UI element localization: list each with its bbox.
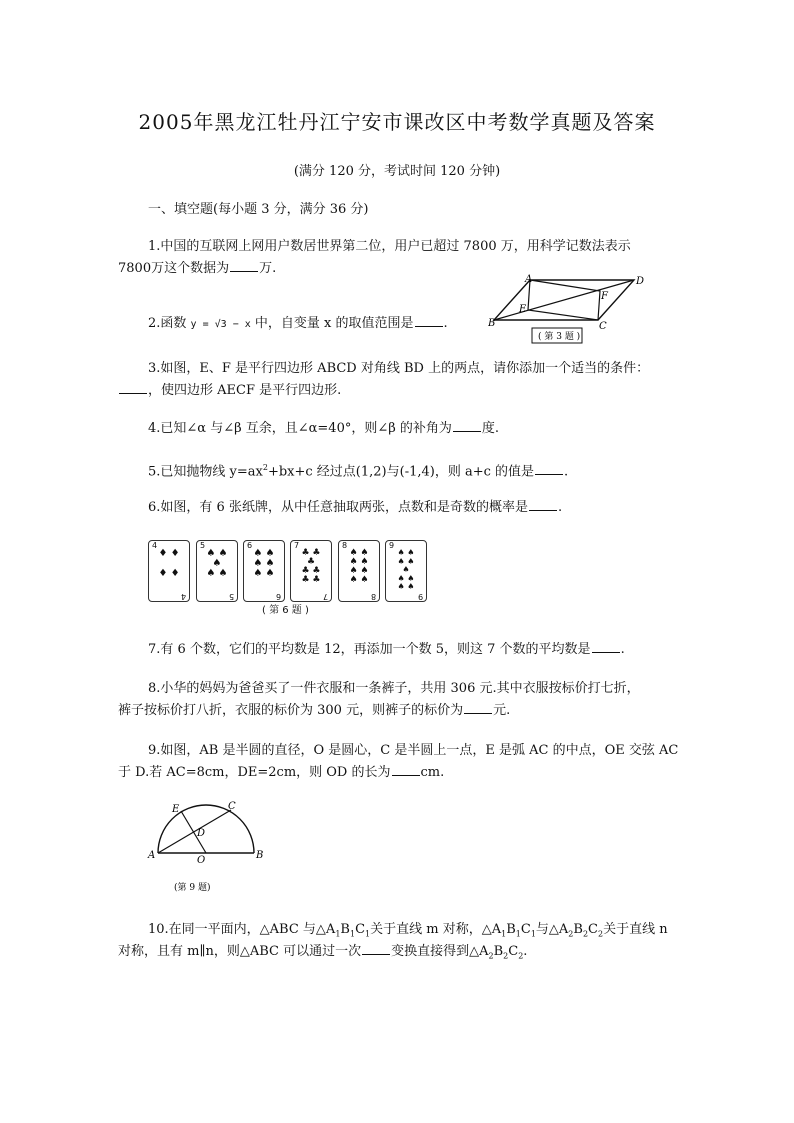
q2-prefix: 2.函数 (148, 316, 187, 331)
q8-text: 裤子按标价打八折，衣服的标价为 300 元，则裤子的标价为 (118, 703, 464, 718)
figure-6-caption: ( 第 6 题 ) (262, 605, 309, 616)
exam-info: (满分 120 分，考试时间 120 分钟) (293, 164, 501, 179)
playing-card-5-spades (196, 540, 238, 602)
subscript: 2 (568, 929, 574, 939)
q2-suffix: 中，自变量 x 的取值范围是 (254, 316, 414, 331)
question-5 (148, 458, 568, 481)
q1-end: 万. (259, 261, 277, 276)
q8-end: 元. (493, 703, 511, 718)
question-1-line-2 (118, 259, 276, 278)
label-f: F (601, 291, 608, 302)
q5-exponent: 2 (262, 463, 268, 472)
answer-blank (415, 314, 443, 327)
q4-text: 4.已知∠α 与∠β 互余，且∠α=40°，则∠β 的补角为 (148, 421, 452, 436)
question-2 (148, 314, 448, 334)
label-o: O (197, 855, 206, 866)
q5-text-b: +bx+c 经过点(1,2)与(-1,4)，则 a+c 的值是 (267, 464, 535, 480)
q10-text: 关于直线 n (603, 922, 668, 937)
playing-card-8-spades (338, 540, 380, 602)
answer-blank (592, 640, 620, 653)
card-pips: ♠ ♠ ♠ ♠ ♠ (206, 548, 228, 579)
subscript: 2 (503, 951, 509, 961)
card-rank-bottom: 5 (228, 592, 234, 601)
subscript: 2 (598, 929, 604, 939)
question-8-line-1: 8.小华的妈妈为爸爸买了一件衣服和一条裤子，共用 306 元.其中衣服按标价打七折， (148, 681, 640, 696)
card-rank: 5 (200, 541, 206, 550)
q10-text: 对称，且有 m∥n，则△ABC 可以通过一次 (118, 944, 362, 959)
card-rank: 6 (247, 541, 253, 550)
q5-end: . (564, 464, 569, 480)
answer-blank (230, 259, 258, 272)
q10-text: C (355, 922, 366, 937)
label-a: A (148, 850, 156, 861)
subscript: 1 (335, 929, 341, 939)
question-3-line-2 (118, 381, 341, 400)
q10-text: . (523, 944, 528, 959)
label-a: A (525, 274, 533, 285)
page-title: 2005年黑龙江牡丹江宁安市课改区中考数学真题及答案 (138, 110, 656, 134)
label-c: C (228, 801, 236, 812)
card-rank: 8 (342, 541, 348, 550)
label-e: E (519, 304, 527, 315)
card-pips: ♠ ♠ ♠ ♠ ♠ ♠ ♠ ♠ ♠ (397, 548, 415, 591)
answer-blank (529, 498, 557, 511)
answer-blank (362, 942, 390, 955)
answer-blank (535, 462, 563, 475)
question-4 (148, 419, 499, 438)
label-b: B (488, 318, 496, 329)
q5-text-a: 5.已知抛物线 y=ax (148, 464, 263, 480)
card-rank: 4 (152, 541, 158, 550)
answer-blank (119, 381, 147, 394)
diagonal-bd (494, 280, 634, 320)
q9-text: 于 D.若 AC=8cm，DE=2cm，则 OD 的长为 (118, 765, 391, 780)
subscript: 1 (515, 929, 521, 939)
playing-card-4-diamonds (148, 540, 190, 602)
q3-text: ，使四边形 AECF 是平行四边形. (148, 383, 342, 398)
card-rank: 7 (294, 541, 300, 550)
q10-text: 变换直接得到△A (391, 944, 489, 959)
q7-end: . (620, 642, 625, 657)
card-pips: ♠ ♠ ♠ ♠ ♠ ♠ (253, 548, 275, 579)
subscript: 1 (349, 929, 356, 939)
question-3-line-1: 3.如图，E、F 是平行四边形 ABCD 对角线 BD 上的两点，请你添加一个适当的条件： (148, 361, 650, 376)
q10-text: B (506, 922, 516, 937)
q2-formula: y = √3 − x (190, 319, 251, 330)
label-b: B (256, 850, 264, 861)
answer-blank (453, 419, 481, 432)
question-8-line-2 (118, 701, 510, 720)
chord-ac (158, 810, 231, 853)
playing-card-9-spades (385, 540, 427, 602)
label-d: D (636, 276, 645, 287)
answer-blank (392, 763, 420, 776)
playing-card-6-spades (243, 540, 285, 602)
q10-text: 10.在同一平面内，△ABC 与△A (148, 922, 336, 937)
q10-text: 关于直线 m 对称，△A (370, 922, 502, 937)
question-7 (148, 640, 625, 659)
q6-end: . (557, 500, 563, 515)
subscript: 2 (518, 951, 524, 961)
card-rank-bottom: 8 (370, 592, 376, 601)
subscript: 1 (501, 929, 507, 939)
label-d: D (197, 828, 206, 839)
q6-text: 6.如图，有 6 张纸牌，从中任意抽取两张，点数和是奇数的概率是 (148, 500, 528, 515)
section-heading: 一、填空题(每小题 3 分，满分 36 分) (148, 202, 369, 217)
q10-text: C (508, 944, 519, 959)
q4-end: 度. (481, 421, 500, 436)
figure-3-parallelogram (488, 272, 648, 346)
question-10-line-2 (118, 942, 527, 966)
question-10-line-1 (148, 920, 668, 944)
subscript: 2 (488, 951, 494, 961)
card-pips: ♣ ♣ ♣ ♣ ♣ ♣ ♣ (301, 548, 321, 585)
q7-text: 7.有 6 个数，它们的平均数是 12，再添加一个数 5，则这 7 个数的平均数是 (148, 642, 591, 657)
q2-end: . (443, 316, 448, 331)
label-e: E (172, 804, 180, 815)
q10-text: C (520, 922, 531, 937)
q10-text: C (588, 922, 598, 937)
question-6 (148, 498, 562, 517)
q10-text: 与△A (535, 922, 569, 937)
q10-text: B (340, 922, 350, 937)
figure-3-caption: ( 第 3 题 ) (538, 332, 581, 342)
q10-text: B (493, 944, 504, 959)
subscript: 1 (365, 929, 371, 939)
q10-text: B (573, 922, 583, 937)
question-1-line-1: 1.中国的互联网上网用户数居世界第二位，用户已超过 7800 万，用科学记数法表示 (148, 239, 631, 254)
card-pips: ♠ ♠ ♠ ♠ ♠ ♠ ♠ ♠ (349, 548, 369, 585)
playing-card-7-clubs (290, 540, 332, 602)
question-9-line-1: 9.如图，AB 是半圆的直径，O 是圆心，C 是半圆上一点，E 是弧 AC 的中点，OE 交弦 AC (148, 743, 679, 758)
card-rank: 9 (389, 541, 395, 550)
card-rank-bottom: 4 (180, 592, 186, 601)
answer-blank (464, 701, 492, 714)
card-rank-bottom: 9 (417, 592, 423, 601)
figure-9-semicircle (145, 800, 270, 895)
q1-text: 7800万这个数据为 (118, 261, 230, 276)
card-rank-bottom: 7 (322, 592, 328, 601)
subscript: 2 (582, 929, 589, 939)
question-9-line-2 (118, 763, 444, 782)
subscript: 1 (530, 929, 536, 939)
card-pips: ♦ ♦ ♦ ♦ (158, 548, 180, 579)
label-c: C (599, 321, 607, 332)
q9-end: cm. (420, 765, 445, 780)
card-rank-bottom: 6 (275, 592, 281, 601)
figure-9-caption: (第 9 题) (174, 883, 211, 893)
